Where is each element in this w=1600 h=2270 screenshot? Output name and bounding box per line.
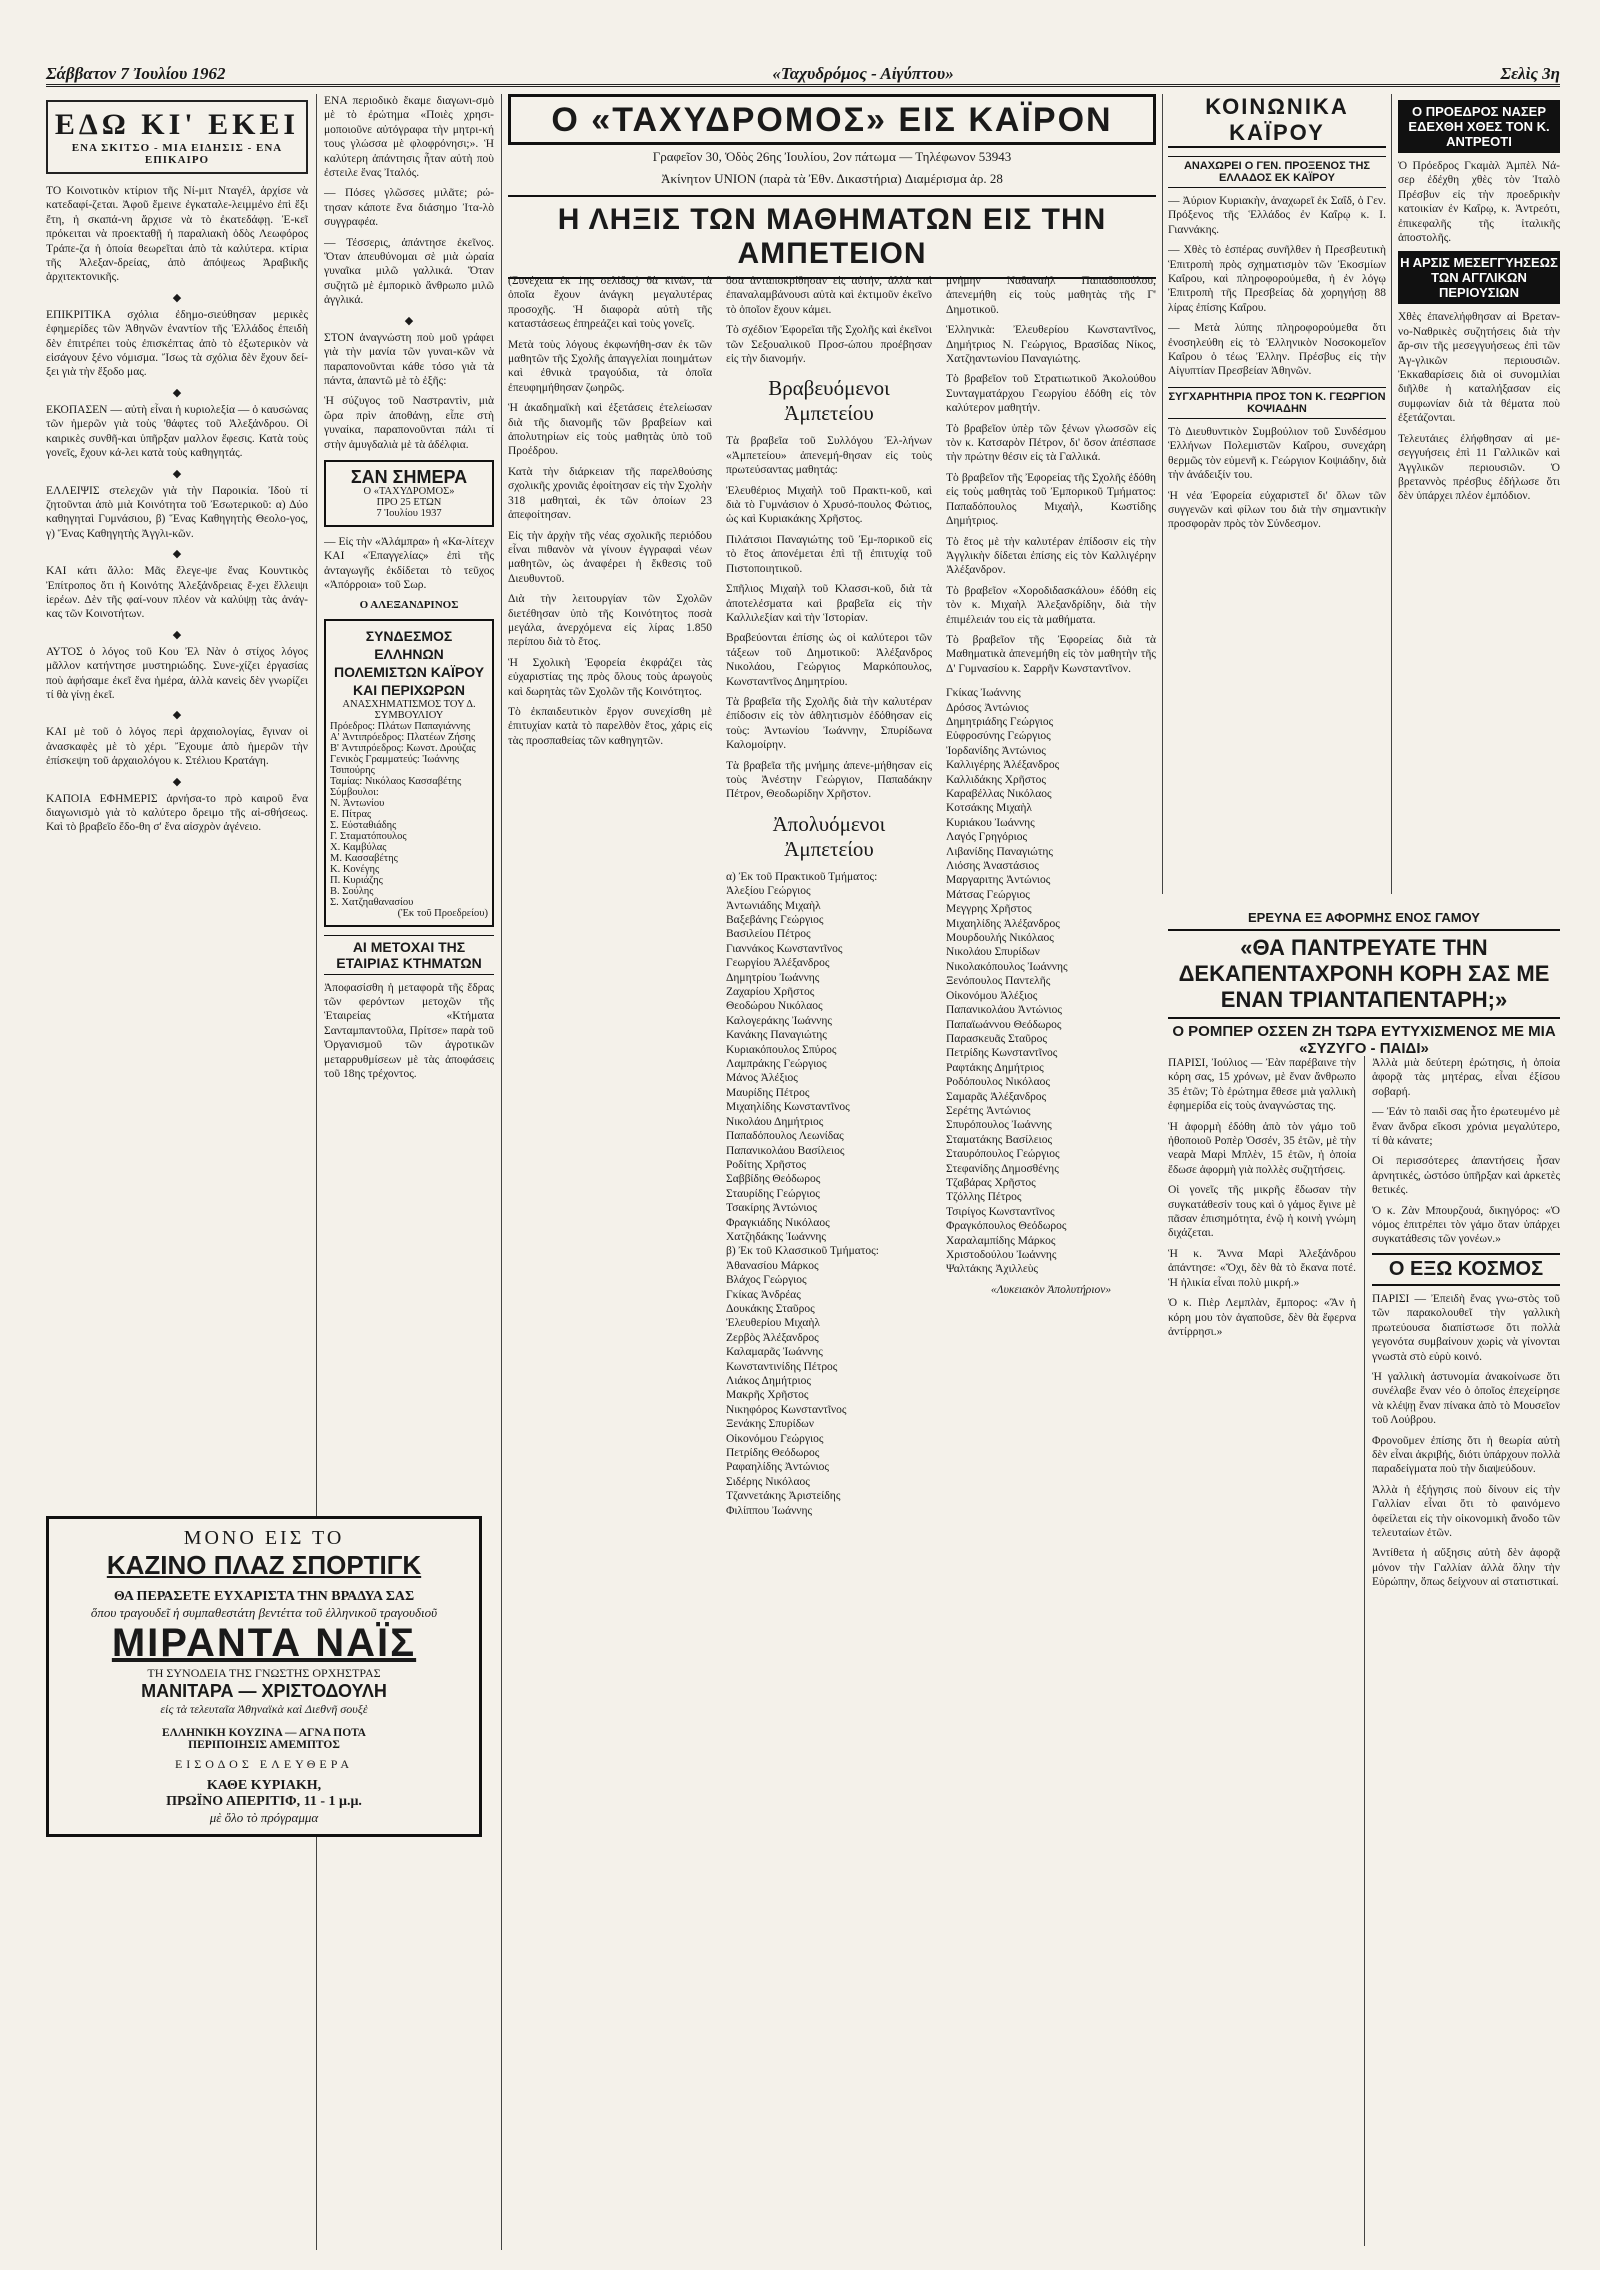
article-paragraph: Τὰ βραβεῖα τῆς μνήμης ἀπενε-μήθησαν εἰς τοὺς Ἀνέστην Γεώργιον, Παπαδάκην Πέτρον, Θεοδωρίδην Χρῆστον. bbox=[726, 759, 932, 801]
list-item: Ἐλευθερίου Μιχαὴλ bbox=[726, 1317, 820, 1330]
article-paragraph: — Ἀύριον Κυριακὴν, ἀναχωρεῖ ἐκ Σαΐδ, ὁ Γεν. Πρόξενος τῆς Ἑλλάδος ἐν Καΐρῳ κ. Ι. Γιαννάκης. bbox=[1168, 195, 1386, 236]
article-paragraph: Φρονοῦμεν ἐπίσης ὅτι ἡ θεωρία αὐτὴ δὲν εἶναι ἀκριβής, διότι ὑπάρχουν πολλὰ παραδείγματα ποὺ τὴν διαψεύδουν. bbox=[1372, 1434, 1560, 1476]
main-headline: Η ΛΗΞΙΣ ΤΩΝ ΜΑΘΗΜΑΤΩΝ ΕΙΣ ΤΗΝ ΑΜΠΕΤΕΙΟΝ bbox=[508, 195, 1156, 279]
masthead-info: Ἀκίνητον UNION (παρὰ τὰ Ἐθν. Δικαστήρια) Διαμέρισμα ἀρ. 28 bbox=[661, 171, 1003, 186]
list-item: Β' Ἀντιπρόεδρος: Κωνστ. Δρούζας bbox=[330, 742, 476, 754]
veterans-sign: (Ἐκ τοῦ Προεδρείου) bbox=[397, 907, 488, 919]
ad-venue: ΚΑΖΙΝΟ ΠΛΑΖ ΣΠΟΡΤΙΓΚ bbox=[106, 1550, 422, 1580]
list-item: Γκίκας Ἀνδρέας bbox=[726, 1288, 801, 1301]
column-rule bbox=[1391, 94, 1392, 894]
survey-columns bbox=[1168, 1056, 1560, 2246]
list-item: Παπαδόπουλος Λεωνίδας bbox=[726, 1130, 844, 1143]
article-paragraph: Ἀλλὰ ἡ ἐξήγησις ποὺ δίνουν εἰς τὴν Γαλλίαν εἶναι ὅτι τὸ φαινόμενο ὀφείλεται εἰς τὴν οἰκονομικὴ ἄνοδο τῶν τελευταίων ἐτῶν. bbox=[1372, 1483, 1560, 1539]
list-item: Μαυρίδης Πέτρος bbox=[726, 1086, 810, 1099]
list-item: Ραφαηλίδης Ἀντώνιος bbox=[726, 1461, 829, 1474]
list-item: Νικολάου Δημήτριος bbox=[726, 1115, 824, 1128]
ad-line: ΠΡΩΪΝΟ ΑΠΕΡΙΤΙΦ, 11 - 1 μ.μ. bbox=[166, 1794, 362, 1809]
eki-paragraph: ΚΑΙ κάτι ἄλλο: Μᾶς ἔλεγε-ψε ἕνας Κουντικὸς Ἐπίτροπος ὅτι ἡ Κοινότης Ἀλεξάνδρειας ἔ-χει ἕλλειψι ἱερέων. Δὲν τῆς φαί-νουν πλέον νὰ καλύψῃ τὰς ἀνάγ-κας τῶν Κοινοτήτων. bbox=[46, 565, 308, 621]
eki-paragraph: ΑΥΤΟΣ ὁ λόγος τοῦ Κου Ἐλ Νὰν ὁ στίχος λόγος μᾶλλον κατήντησε μυστηριώδης. Συνε-χίζει ἐργασίας ποὺ ἀφήσαμε ἐκεῖ ἕνα ἡμέρα, ἀλλὰ κανεὶς δὲν γνωρίζει τί θὰ γίνῃ ἐκεῖ. bbox=[46, 645, 308, 701]
list-item: Βλάχος Γεώργιος bbox=[726, 1274, 807, 1287]
header-date: Σάββατον 7 Ἰουλίου 1962 bbox=[46, 64, 226, 83]
list-item: Λιόσης Ἀναστάσιος bbox=[946, 860, 1039, 873]
list-item: Δημητριάδης Γεώργιος bbox=[946, 715, 1054, 728]
today-text: — Εἰς τὴν «Ἀλάμπρα» ἡ «Κα-λίτεχν ΚΑΙ «Ἐπαγγελίας» ἐπὶ τῆς ἀνταγωγῆς ἐκδίδεται τὸ τεῦχος «Ἀπόρροια» τοῦ Σωρ. bbox=[324, 535, 494, 592]
eki-paragraph: ΚΑΠΟΙΑ ΕΦΗΜΕΡΙΣ ἀρνήσα-το πρὸ καιροῦ ἕνα διαγωνισμὸ γιὰ τὸ καλύτερο ὄρειμο τῆς αἰ-σθήσεως. Καὶ τὸ βραβεῖο ἔδο-θη σ' ἕνα αἰσχρὸν ἀγένειο. bbox=[46, 792, 308, 834]
masthead-info: Γραφεῖον 30, Ὁδὸς 26ης Ἰουλίου, 2ον πάτωμα — Τηλέφωνον 53943 bbox=[652, 149, 1012, 164]
list-item: Α' Ἀντιπρόεδρος: Πλατέων Ζήσης bbox=[330, 731, 476, 743]
article-paragraph: Τὸ βραβεῖον τῆς Ἐφορείας διὰ τὰ Μαθηματικὰ ἀπενεμήθη εἰς τὸν μαθητὴν τῆς Δ' Γυμνασίου κ. Σαρρῆν Κωνσταντῖνον. bbox=[946, 633, 1156, 675]
eki-subtitle: ΕΝΑ ΣΚΙΤΣΟ - ΜΙΑ ΕΙΔΗΣΙΣ - ΕΝΑ ΕΠΙΚΑΙΡΟ bbox=[71, 142, 283, 166]
list-item: Στεφανίδης Δημοσθένης bbox=[946, 1162, 1059, 1175]
eki-paragraph: ΕΚΟΠΑΣΕΝ — αὐτὴ εἶναι ἡ κυριολεξία — ὁ καυσώνας τῶν ἡμερῶν γιὰ τοὺς 'θάφτες τοῦ Ἀλεξάνδρου. Οἱ καιρικὲς συνθῆ-και ὑπῆρξαν μαλλον ἔφεσις. Κατὰ τοὺς γονεῖς, ἔχουν κά-λει κατὰ τοὺς καθηγητάς. bbox=[46, 403, 308, 460]
list-item: Φραγκιάδης Νικόλαος bbox=[726, 1216, 830, 1229]
article-paragraph: Ἡ γαλλικὴ ἀστυνομία ἀνακοίνωσε ὅτι συνέλαβε ἕναν νέο ὁ ὁποῖος ἐπεχείρησε νὰ κλέψῃ ἕναν πίνακα ἀπὸ τὸ Μουσεῖον τοῦ Λούβρου. bbox=[1372, 1370, 1560, 1427]
list-item: Ζερβὸς Ἀλέξανδρος bbox=[726, 1331, 819, 1344]
cairo-masthead bbox=[508, 94, 1156, 145]
ad-line: ΠΕΡΙΠΟΙΗΣΙΣ ΑΜΕΜΠΤΟΣ bbox=[188, 1739, 340, 1751]
list-item: Β. Σούλης bbox=[330, 885, 374, 897]
article-paragraph: ΠΑΡΙΣΙ — Ἐπειδὴ ἕνας γνω-στὸς τοῦ τῶν παρακολουθεῖ τὴν γαλλικὴ πρωτεύουσα διαπίστωσε ὅτι πολλὰ γεγονότα συμβαίνουν χωρὶς νὰ γίνονται γνωστὰ στὸ εὐρὺ κοινό. bbox=[1372, 1292, 1560, 1363]
ad-band: ΜΑΝΙΤΑΡΑ — ΧΡΙΣΤΟΔΟΥΛΗ bbox=[141, 1681, 387, 1701]
list-item: Χαραλαμπίδης Μάρκος bbox=[946, 1234, 1056, 1247]
social-title: ΚΟΙΝΩΝΙΚΑ ΚΑΪΡΟΥ bbox=[1168, 94, 1386, 148]
ad-line: ΚΑΘΕ ΚΥΡΙΑΚΗ, bbox=[206, 1778, 322, 1793]
article-paragraph: — Πόσες γλῶσσες μιλᾶτε; ρώ-τησαν κάποτε ἕνα διάσημο Ἰτα-λὸ συγγραφέα. bbox=[324, 187, 494, 229]
graduates-note: «Λυκειακὸν Ἀπολυτήριον» bbox=[990, 1283, 1112, 1296]
article-paragraph: Τὸ βραβεῖον «Χοροδιδασκάλου» ἐδόθη εἰς τὸν κ. Μιχαὴλ Ἀλεξανδρίδην, διὰ τὴν ἐπιμέλειάν του εἰς τὰ μαθήματα. bbox=[946, 584, 1156, 626]
article-paragraph: Τὸ ἔτος μὲ τὴν καλυτέραν ἐπίδοσιν εἰς τὴν Ἀγγλικὴν δίδεται ἐπίσης εἰς τὸν Καλλιγέρην Ἀλέξανδρον. bbox=[946, 535, 1156, 577]
list-item: Χριστοδούλου Ἰωάννης bbox=[946, 1249, 1057, 1261]
list-item: Γενικὸς Γραμματεύς: Ἰωάννης Τσιπούρης bbox=[330, 753, 459, 776]
list-item: Γεωργίου Ἀλέξανδρος bbox=[726, 957, 830, 970]
column-rule bbox=[1162, 94, 1163, 894]
nasser-title: Ο ΠΡΟΕΔΡΟΣ ΝΑΣΕΡ ΕΔΕΧΘΗ ΧΘΕΣ ΤΟΝ Κ. ΑΝΤΡΕΟΤΙ bbox=[1398, 100, 1560, 153]
list-item: Σ. Εὐσταθιάδης bbox=[330, 819, 397, 831]
list-item: Τσιρίγος Κωνσταντῖνος bbox=[946, 1205, 1055, 1218]
list-item: Μεγγρης Χρῆστος bbox=[946, 903, 1032, 916]
list-item: Σιδέρης Νικόλαος bbox=[726, 1475, 810, 1488]
article-paragraph: Οἱ περισσότερες ἀπαντήσεις ἦσαν ἀρνητικές, ὡστόσο ὑπῆρξαν καὶ ἀρκετὲς θετικές. bbox=[1372, 1155, 1560, 1197]
cairo-section bbox=[508, 94, 1156, 2250]
article-paragraph: Ἑλληνικὰ: Ἐλευθερίου Κωνσταντῖνος, Δημήτριος Ν. Γεώργιος, Βρασίδας Νίκος, Χατζηαντωνίου Παναγιώτης. bbox=[946, 324, 1156, 366]
veterans-subtitle: ΑΝΑΣΧΗΜΑΤΙΣΜΟΣ ΤΟΥ Δ. ΣΥΜΒΟΥΛΙΟΥ bbox=[342, 698, 476, 721]
list-item: Μάτσας Γεώργιος bbox=[946, 888, 1030, 901]
ad-line: ΜΟΝΟ ΕΙΣ ΤΟ bbox=[183, 1527, 345, 1549]
list-item: Ραφτάκης Δημήτριος bbox=[946, 1061, 1044, 1074]
column-second bbox=[324, 94, 494, 2250]
list-item: Ἰορδανίδης Ἀντώνιος bbox=[946, 744, 1046, 757]
article-paragraph: Βραβεύονται ἐπίσης ὡς οἱ καλύτεροι τῶν τάξεων τοῦ Δημοτικοῦ: Ἀλέξανδρος Νικολάου, Γεώργιος Μαρκόπουλος, Κωνσταντῖνος Δημητρίου. bbox=[726, 632, 932, 688]
eki-paragraph: ΕΠΙΚΡΙΤΙΚΑ σχόλια ἐδημο-σιεύθησαν μερικὲς ἐφημερίδες τῶν Ἀθηνῶν ἐναντίον τῆς Ἑλλάδος ἐπειδὴ δὲν ἐπιτρέπει τοὺς ἐπισκέπτας ἀπὸ τὸ ἐξωτερικὸν νὰ εἰσάγουν ξένο νόμισμα. Ἴσως τὰ σχόλια δὲν ἔχουν δεί-ξει γιὰ τὴν ἔξοδο μας. bbox=[46, 308, 308, 379]
list-item: Χατζηδάκης Ἰωάννης bbox=[726, 1230, 826, 1243]
list-item: Εὐφροσύνης Γεώργιος bbox=[946, 730, 1051, 743]
article-paragraph: Μετὰ τοὺς λόγους ἐκφωνήθη-σαν ἐκ τῶν μαθητῶν τῆς Σχολῆς ἀπαγγελίαι ποιημάτων καὶ ἐθνικὰ τραγούδια, τὰ ὁποῖα ἐπευφημήθησαν ζωηρῶς. bbox=[508, 338, 712, 394]
center-col-a bbox=[508, 274, 712, 2250]
article-paragraph: Ἡ σύζυγος τοῦ Ναστραντὶν, μιὰ ὥρα πρὶν ἀποθάνῃ, εἶπε στὴ γυναίκα, παραπονοῦνται πάλι τί στὴν ἀμυγδαλιὰ μὲ τὰ ἀδέλφια. bbox=[324, 395, 494, 451]
separator: ◆ bbox=[172, 548, 182, 561]
list-item: Οἰκονόμου Γεώργιος bbox=[726, 1432, 824, 1445]
list-item: Νικηφόρος Κωνσταντῖνος bbox=[726, 1403, 847, 1416]
article-paragraph: Σπῆλιος Μιχαὴλ τοῦ Κλασσι-κοῦ, διὰ τὰ ἀποτελέσματα καὶ βραβεῖα εἰς τὴν Καλλιλεξίαν καὶ τὴν Ἱστορίαν. bbox=[726, 583, 932, 624]
list-item: Δρόσος Ἀντώνιος bbox=[946, 701, 1029, 714]
list-item: Μουρδουλής Νικόλαος bbox=[946, 932, 1054, 945]
list-item: Παπανικολάου Ἀντώνιος bbox=[946, 1004, 1062, 1017]
list-item: Καλογεράκης Ἰωάννης bbox=[726, 1014, 832, 1027]
list-item: Μακρῆς Χρῆστος bbox=[726, 1389, 809, 1402]
list-item: Ροδόπουλος Νικόλαος bbox=[946, 1076, 1050, 1089]
list-item: Ἀλεξίου Γεώργιος bbox=[726, 885, 811, 898]
article-paragraph: ΠΑΡΙΣΙ, Ἰούλιος — Ἐὰν παρέβαινε τὴν κόρη σας, 15 χρόνων, μὲ ἕναν ἄνθρωπο 35 ἐτῶν; Τὸ ἐρώτημα ἔθεσε μιὰ γαλλικὴ ἐφημερίδα εἰς τοὺς ἀναγνώστας της. bbox=[1168, 1057, 1356, 1113]
article-paragraph: Ἀντίθετα ἡ αὔξησις αὐτὴ δὲν ἀφορᾷ μόνον τὴν Γαλλίαν ἀλλὰ ὅλην τὴν Εὐρώπην, ὅπως δείχνουν αἱ στατιστικαί. bbox=[1372, 1547, 1560, 1589]
list-item: β) Ἐκ τοῦ Κλασσικοῦ Τμήματος: bbox=[726, 1245, 879, 1258]
center-columns bbox=[508, 274, 1156, 2250]
article-paragraph: Εἰς τὴν ἀρχὴν τῆς νέας σχολικῆς περιόδου εἶναι πιθανὸν νὰ γίνουν ἐγγραφαὶ νέων μαθητῶν, ὡς ἀναφέρει ἡ ἔκθεσις τοῦ Διευθυντοῦ. bbox=[508, 529, 712, 585]
column-rule bbox=[316, 94, 317, 2250]
article-paragraph: Τὸ βραβεῖον τοῦ Στρατιωτικοῦ Ἀκολούθου Συνταγματάρχου Γεωργίου ἐδόθη εἰς τὸν καλύτερον μαθητήν. bbox=[946, 373, 1156, 415]
shares-text: Ἀποφασίσθη ἡ μεταφορὰ τῆς ἕδρας τῶν φερόντων μετοχῶν τῆς Ἑταιρείας «Κτήματα Σανταμπαντοῦλα, Πρίτσε» παρὰ τοῦ Ὀργανισμοῦ τῶν ἀγροτικῶν μεταρρυθμίσεων μὲ τὰς ἀποφάσεις τοῦ 18ης τρέχοντος. bbox=[324, 981, 494, 1080]
article-paragraph: ΕΝΑ περιοδικὸ ἔκαμε διαγωνι-σμὸ μὲ τὸ ἐρώτημα «Ποιὲς χρησι-μοποιοῦνε αὐτόγραφα τὴν μητρι-κή τους γλώσσα μὲ φλοφρόνησι;». Ἡ καλύτερη ἀπάντησις ἦταν αὐτὴ ποὺ ἐστειλε ἕνας Ἰταλός. bbox=[324, 95, 494, 180]
today-years: ΠΡΟ 25 ΕΤΩΝ bbox=[376, 496, 442, 508]
list-item: Δουκάκης Σταῦρος bbox=[726, 1302, 815, 1315]
list-item: Ροδίτης Χρῆστος bbox=[726, 1158, 806, 1171]
article-paragraph: Ἡ νέα Ἐφορεία εὐχαριστεῖ δι' ὅλων τῶν συγγενῶν καὶ φίλων του διὰ τὴν σημαντικὴν προσφορὰν πρὸς τὸν Σύνδεσμον. bbox=[1168, 489, 1386, 531]
column-social bbox=[1168, 94, 1386, 894]
article-paragraph: Τὸ βραβεῖον ὑπὲρ τῶν ξένων γλωσσῶν εἰς τὸν κ. Κατσαρὸν Πέτρον, δι' ὅσον ἀπέσπασε τὴν πρώτην θέσιν εἰς τὰ Γαλλικά. bbox=[946, 422, 1156, 464]
separator: ◆ bbox=[172, 467, 182, 480]
article-paragraph: (Συνέχεια ἐκ 1ης σελίδος) θὰ κινῶν, τὰ ὁποῖα ἔχουν ἀνάγκη μεγαλυτέρας προσοχῆς. Ἡ διαφορὰ αὐτὴ τῆς καταστάσεως ἐπηρεάζει καὶ τοὺς γονεῖς. bbox=[508, 275, 712, 331]
article-paragraph: Τὸ Διευθυντικὸν Συμβούλιον τοῦ Συνδέσμου Ἑλλήνων Πολεμιστῶν Καΐρου, συνεχάρη θερμῶς τὸν εὐμενῆ κ. Γεώργιον Κοψιάδην, διὰ τὴν ἀνάδειξίν του. bbox=[1168, 425, 1386, 482]
list-item: Μαργαριτης Ἀντώνιος bbox=[946, 874, 1051, 887]
list-item: Σταυρόπουλος Γεώργιος bbox=[946, 1148, 1060, 1161]
list-item: Βασιλείου Πέτρος bbox=[726, 928, 811, 941]
list-item: Οἰκονόμου Ἀλέξιος bbox=[946, 989, 1038, 1002]
article-paragraph: — Τέσσερις, ἀπάντησε ἐκεῖνος. Ὅταν ἀπευθύνομαι σὲ μιὰ ὡραία γυναῖκα μιλῶ γαλλικά. Ὅταν συζητῶ μὲ ἐμπορικὸ ἄνθρωπο μιλῶ ἀγγλικά. bbox=[324, 236, 494, 307]
eki-title: ΕΔΩ ΚΙ' ΕΚΕΙ bbox=[54, 108, 300, 141]
article-paragraph: Διὰ τὴν λειτουργίαν τῶν Σχολῶν διετέθησαν ὑπὸ τῆς Κοινότητος ποσὰ μεγάλα, ἀνερχόμενα εἰς λίρας 1.850 περίπου διὰ τὸ ἔτος. bbox=[508, 593, 712, 649]
today-title: ΣΑΝ ΣΗΜΕΡΑ bbox=[350, 466, 468, 487]
social-sub: ΑΝΑΧΩΡΕΙ Ο ΓΕΝ. ΠΡΟΞΕΝΟΣ ΤΗΣ ΕΛΛΑΔΟΣ ΕΚ ΚΑΪΡΟΥ bbox=[1168, 156, 1386, 188]
article-paragraph: Ἐλευθέριος Μιχαὴλ τοῦ Πρακτι-κοῦ, καὶ διὰ τὸ Γυμνάσιον ὁ Χρυσό-πουλος Φώτιος, ὡς καὶ Κυριακάκης Χρῆστος. bbox=[726, 484, 932, 526]
outside-world-title: Ο ΕΞΩ ΚΟΣΜΟΣ bbox=[1372, 1253, 1560, 1286]
list-item: Νικολάου Σπυρίδων bbox=[946, 946, 1040, 959]
ad-line: ΕΙΣΟΔΟΣ ΕΛΕΥΘΕΡΑ bbox=[174, 1757, 354, 1771]
list-item: Ε. Πίτρας bbox=[330, 808, 372, 820]
list-item: Κυριάκου Ἰωάννης bbox=[946, 816, 1035, 829]
list-item: Ξενόπουλος Παντελῆς bbox=[946, 975, 1051, 988]
list-item: Καλαμαρᾶς Ἰωάννης bbox=[726, 1346, 823, 1359]
list-item: Κυριακόπουλος Σπύρος bbox=[726, 1043, 837, 1056]
survey-article bbox=[1168, 906, 1560, 2250]
article-paragraph: Ὁ Πρόεδρος Γκαμὰλ Ἀμπὲλ Νά-σερ ἐδέχθη χθὲς τὸν Ἰταλὸ Πρέσβυν εἰς τὴν προεδρικὴν κατοικίαν ἐν Καΐρῳ, κ. Ἀντρεότι, ἐπικεφαλῆς τῆς ἰταλικῆς ἀποστολῆς. bbox=[1398, 160, 1560, 245]
list-item: Ξενάκης Σπυρίδων bbox=[726, 1418, 814, 1431]
article-paragraph: ΣΤΟΝ ἀναγνώστη ποὺ μοῦ γράφει γιὰ τὴν μανία τῶν γυναι-κῶν νὰ παραπονοῦνται κάθε τόσο γιὰ τὰ πάντα, ἀπαντῶ μὲ τὸ ἑξῆς: bbox=[324, 331, 494, 387]
list-item: Σύμβουλοι: bbox=[330, 786, 379, 798]
list-item: Πετρίδης Κωνσταντῖνος bbox=[946, 1047, 1058, 1060]
ad-line: εἰς τὰ τελευταῖα Ἀθηναϊκὰ καὶ Διεθνῆ σουξὲ bbox=[160, 1702, 368, 1716]
ad-line: μὲ ὅλο τὸ πρόγραμμα bbox=[209, 1810, 319, 1825]
column-eki bbox=[46, 94, 308, 2250]
survey-headline: «ΘΑ ΠΑΝΤΡΕΥΑΤΕ ΤΗΝ ΔΕΚΑΠΕΝΤΑΧΡΟΝΗ ΚΟΡΗ ΣΑΣ ΜΕ ΕΝΑΝ ΤΡΙΑΝΤΑΠΕΝΤΑΡΗ;» bbox=[1168, 929, 1560, 1019]
list-item: Καλλιγέρης Ἀλέξανδρος bbox=[946, 759, 1060, 772]
article-paragraph: Οἱ γονεῖς τῆς μικρῆς ἔδωσαν τὴν συγκατάθεσίν τους καὶ ὁ γάμος ἔγινε μὲ πᾶσαν ἐπισημότητα, ἐνῷ ἡ κοινὴ γνώμη διχάζεται. bbox=[1168, 1184, 1356, 1240]
today-box bbox=[324, 460, 494, 527]
list-item: Μ. Κασσαβέτης bbox=[330, 852, 398, 864]
separator: ◆ bbox=[172, 386, 182, 399]
article-paragraph: Ἡ ἀφορμὴ ἐδόθη ἀπὸ τὸν γάμο τοῦ ἠθοποιοῦ Ροπὲρ Ὀσσέν, 35 ἐτῶν, μὲ τὴν νεαρὰ Μαρὶ Μπλὲν, 15 ἐτῶν, ἡ ὁποία ἔδωσε ἀφορμὴ γιὰ πολλὲς συζητήσεις. bbox=[1168, 1120, 1356, 1176]
masthead-title: Ο «ΤΑΧΥΔΡΟΜΟΣ» ΕΙΣ ΚΑΪΡΟΝ bbox=[551, 101, 1113, 139]
ad-line: ΤΗ ΣΥΝΟΔΕΙΑ ΤΗΣ ΓΝΩΣΤΗΣ ΟΡΧΗΣΤΡΑΣ bbox=[147, 1666, 381, 1680]
ad-line: ΕΛΛΗΝΙΚΗ ΚΟΥΖΙΝΑ — ΑΓΝΑ ΠΟΤΑ bbox=[161, 1727, 366, 1739]
graduates-heading: Ἀπολυόμενοι Ἀμπετείου bbox=[772, 811, 886, 861]
list-item: Λαγός Γρηγόριος bbox=[946, 831, 1027, 844]
article-paragraph: — Μετὰ λύπης πληροφορούμεθα ὅτι ἐνοσηλεύθη εἰς τὸ Ἑλληνικὸν Νοσοκομεῖον Καΐρου ὁ τέως Ἐλλην. Πρέσβυς εἰς τὴν Αἰγυπτίαν Πρεσβείαν Ἀθηνῶν. bbox=[1168, 322, 1386, 378]
separator: ◆ bbox=[172, 628, 182, 641]
list-item: Τζαβάρας Χρῆστος bbox=[946, 1176, 1036, 1189]
column-rule bbox=[1364, 1056, 1365, 2246]
list-item: Καλλιδάκης Χρῆστος bbox=[946, 773, 1046, 786]
list-item: Σ. Χατζηαθανασίου bbox=[330, 896, 414, 908]
column-nasser bbox=[1398, 94, 1560, 894]
list-item: Π. Κυριάζης bbox=[330, 874, 383, 886]
list-item: Τζαννετάκης Ἀριστείδης bbox=[726, 1490, 841, 1503]
list-item: Σερέτης Ἀντώνιος bbox=[946, 1104, 1031, 1117]
list-item: α) Ἐκ τοῦ Πρακτικοῦ Τμήματος: bbox=[726, 870, 878, 883]
list-item: Γκίκας Ἰωάννης bbox=[946, 687, 1021, 700]
sequestration-title: Η ΑΡΣΙΣ ΜΕΣΕΓΓΥΗΣΕΩΣ ΤΩΝ ΑΓΓΛΙΚΩΝ ΠΕΡΙΟΥΣΙΩΝ bbox=[1398, 251, 1560, 304]
list-item: Λιβανίδης Παναγιώτης bbox=[946, 845, 1053, 858]
article-paragraph: — Ἐάν τὸ παιδὶ σας ἦτο ἐρωτευμένο μὲ ἕναν ἄνδρα εἴκοσι χρόνια μεγαλύτερο, τί θὰ κάνατε; bbox=[1372, 1106, 1560, 1148]
list-item: Κανάκης Παναγιώτης bbox=[726, 1029, 827, 1042]
casino-ad bbox=[46, 1516, 482, 1837]
list-item: Θεοδώρου Νικόλαος bbox=[726, 1000, 823, 1013]
article-paragraph: Πιλάτσιοι Παναγιώτης τοῦ Ἐμ-πορικοῦ εἰς τὸ ἔτος ἀπονέμεται ἐπὶ τῇ ἐπιτυχίᾳ τοῦ Πιστοποιητικοῦ. bbox=[726, 533, 932, 575]
list-item: Μιχαηλίδης Κωνσταντῖνος bbox=[726, 1101, 850, 1114]
list-item: Ν. Ἀντωνίου bbox=[330, 797, 385, 809]
separator: ◆ bbox=[172, 291, 182, 304]
list-item: Τσακίρης Ἀντώνιος bbox=[726, 1202, 817, 1215]
list-item: Πετρίδης Θεόδωρος bbox=[726, 1447, 820, 1460]
graduates-list-2 bbox=[946, 686, 1156, 1277]
article-paragraph: — Χθὲς τὸ ἑσπέρας συνῆλθεν ἡ Πρεσβευτικὴ Ἑπιτροπὴ πρὸς σχηματισμὸν τῶν Ἐκοσμίων Καΐρου, καὶ πληροφορούμεθα, ἡ ἐν λόγῳ Ἐπιτροπὴ τῆς Πρεσβείας δὰ χορηγήσῃ 88 λίρας ἐπίσης Καΐρου. bbox=[1168, 244, 1386, 314]
today-date: 7 Ἰουλίου 1937 bbox=[376, 507, 442, 519]
article-paragraph: Κατὰ τὴν διάρκειαν τῆς παρελθούσης σχολικῆς χρονιᾶς ἐφοίτησαν εἰς τὴν Σχολὴν 318 μαθηταὶ, ἐκ τῶν ὁποίων 23 ἀπεφοίτησαν. bbox=[508, 465, 712, 522]
list-item: Λιάκος Δημήτριος bbox=[726, 1375, 811, 1387]
list-item: Ἀντωνιάδης Μιχαὴλ bbox=[726, 899, 821, 912]
article-paragraph: Τελευτάιες ἐλήφθησαν αἱ με-σεγγυήσεις ἐπὶ 11 Γαλλικῶν καὶ Ἀγγλικῶν περιουσιῶν. Ὁ βρεταννὸς πρέσβυς ἐδήλωσε ὅτι δὲν ὑπάρχει πλέον ἐμπόδιον. bbox=[1398, 432, 1560, 503]
article-paragraph: Τὸ βραβεῖον τῆς Ἐφορείας τῆς Σχολῆς ἐδόθη εἰς τοὺς μαθητὰς τοῦ Ἐμπορικοῦ Τμήματος: Παπαδόπουλος Μιχαὴλ, Κωστίδης Δημήτριος. bbox=[946, 471, 1156, 528]
list-item: Ψαλτάκης Ἀχιλλεὺς bbox=[946, 1263, 1038, 1276]
ad-star: ΜΙΡΑΝΤΑ ΝΑΪΣ bbox=[111, 1621, 417, 1665]
list-item: Κ. Κονέγης bbox=[330, 863, 380, 875]
survey-kicker: ΕΡΕΥΝΑ ΕΞ ΑΦΟΡΜΗΣ ΕΝΟΣ ΓΑΜΟΥ bbox=[1248, 910, 1480, 925]
list-item: Γιαννάκος Κωνσταντῖνος bbox=[726, 942, 843, 955]
list-item: Κωνσταντινίδης Πέτρος bbox=[726, 1360, 838, 1373]
article-paragraph: Ἡ Σχολικὴ Ἐφορεία ἐκφράζει τὰς εὐχαριστίας της πρὸς ὅλους τοὺς ἀρωγοὺς καὶ δωρητὰς τῶν Σχολῶν τῆς Κοινότητος. bbox=[508, 656, 712, 698]
survey-subheadline: Ο ΡΟΜΠΕΡ ΟΣΣΕΝ ΖΗ ΤΩΡΑ ΕΥΤΥΧΙΣΜΕΝΟΣ ΜΕ ΜΙΑ «ΣΥΖΥΓΟ - ΠΑΙΔΙ» bbox=[1172, 1023, 1556, 1057]
veterans-title: ΣΥΝΔΕΣΜΟΣ ΕΛΛΗΝΩΝ ΠΟΛΕΜΙΣΤΩΝ ΚΑΪΡΟΥ ΚΑΙ ΠΕΡΙΧΩΡΩΝ bbox=[333, 627, 485, 698]
page-header bbox=[46, 58, 1560, 87]
list-item: Σαββίδης Θεόδωρος bbox=[726, 1173, 821, 1186]
column-rule bbox=[501, 94, 502, 2250]
list-item: Ζαχαρίου Χρῆστος bbox=[726, 986, 815, 999]
list-item: Κοτσάκης Μιχαὴλ bbox=[946, 802, 1032, 815]
list-item: Ταμίας: Νικόλαος Κασσαβέτης bbox=[330, 775, 462, 787]
eki-paragraph: ΤΟ Κοινοτικὸν κτίριον τῆς Νί-μιτ Νταγέλ, ἀρχίσε νὰ κατεδαφί-ζεται. Ἀφοῦ ἔμεινε ἐγκαταλε-λειμμένο ἐπὶ ἕξι ἔτη, ἡ σκαπά-νη ἄρχισε νὰ τὸ ἐκατεδάφῃ. Ἐ-κεῖ πρόκειται νὰ προεκταθῇ ἡ παραλιακὴ ὁδὸς Λεωφόρος Τράπε-ζα ἡ ὁποία θεωρεῖται ἀπὸ τὰ καλύτερα. κτίρια τῆς Ἀλεξαν-δρείας, ἀπὸ ἀπόψεως Ἀραβικῆς ἀρχιτεκτονικῆς. bbox=[46, 185, 308, 284]
list-item: Ἀθανασίου Μάρκος bbox=[726, 1259, 819, 1272]
separator: ◆ bbox=[404, 314, 414, 327]
list-item: Γ. Σταματόπουλος bbox=[330, 830, 407, 842]
list-item: Σαμαρᾶς Ἀλέξανδρος bbox=[946, 1090, 1047, 1103]
list-item: Σπυρόπουλος Ἰωάννης bbox=[946, 1119, 1052, 1132]
center-col-c bbox=[946, 274, 1156, 2250]
list-item: Τζόλλης Πέτρος bbox=[946, 1191, 1022, 1204]
list-item: Βαξεβάνης Γεώργιος bbox=[726, 914, 824, 926]
list-item: Πρόεδρος: Πλάτων Παπαγιάννης bbox=[330, 720, 471, 732]
eki-header bbox=[46, 100, 308, 174]
columns bbox=[46, 94, 1560, 2250]
article-paragraph: μνήμην Ναθαναὴλ Παπαδοπούλου, ἀπενεμήθη εἰς τοὺς μαθητὰς τῆς Γ' Δημοτικοῦ. bbox=[946, 275, 1156, 316]
today-sign: Ο ΑΛΕΞΑΝΔΡΙΝΟΣ bbox=[359, 598, 459, 611]
separator: ◆ bbox=[172, 775, 182, 788]
list-item: Λαμπράκης Γεώργιος bbox=[726, 1058, 827, 1071]
list-item: Παρασκευᾶς Σταῦρος bbox=[946, 1032, 1047, 1045]
header-page: Σελὶς 3η bbox=[1500, 64, 1560, 83]
ad-line: ὅπου τραγουδεῖ ἡ συμπαθεστάτη βεντέττα τοῦ ἑλληνικοῦ τραγουδιοῦ bbox=[90, 1605, 438, 1620]
article-paragraph: Χθὲς ἐπανελήφθησαν αἱ Βρεταν-νο-Ναθρικὲς συζητήσεις διὰ τὴν ἄρ-σιν τῆς μεσεγγυήσεως ἐπὶ τῶν Ἀγ-γλικῶν περιουσιῶν. Ἐκκαθαρίσεις διὰ οἱ συνομιλίαι διῆλθε ἡ καταλήξασαν εἰς συμφωνίαν διὰ τὰ θέματα ποὺ ἐξετάζονται. bbox=[1398, 311, 1560, 425]
article-paragraph: Τὰ βραβεῖα τῆς Σχολῆς διὰ τὴν καλυτέραν ἐπίδοσιν εἰς τὸν ἀθλητισμὸν ἐδόθησαν εἰς τοὺς: Ἀντωνίου Ἰωάννην, Σπυρίδωνα Καλομοίρην. bbox=[726, 695, 932, 752]
article-paragraph: Ὁ κ. Πιὲρ Λεμπλὰν, ἔμπορος: «Ἂν ἡ κόρη μου τὸν ἀγαποῦσε, δὲν θὰ ἔφερνα ἀντίρρησι.» bbox=[1168, 1297, 1356, 1338]
list-item: Νικολακόπουλος Ἰωάννης bbox=[946, 960, 1068, 973]
list-item: Φιλίππου Ἰωάννης bbox=[726, 1504, 813, 1517]
eki-paragraph: ΕΛΛΕΙΨΙΣ στελεχῶν γιὰ τὴν Παροικία. Ἰδοὺ τί ζητοῦνται ἀπὸ μιὰ Κοινότητα τοῦ Ἐσωτερικοῦ: α) Δύο καθηγηταὶ Γυμνάσιου, β) Ἕνας Καθηγητὴς Θεολο-γος, γ) Ἕνας Καθηγητὴς Ἀγγλι-κῶν. bbox=[46, 484, 308, 540]
survey-col-left bbox=[1168, 1056, 1356, 2246]
article-paragraph: ὅσα ἀνταποκρίθησαν εἰς αὐτήν, ἀλλὰ καὶ ἐπαναλαμβάνουσι αὐτὰ καὶ ἐκτιμοῦν ἐκεῖνο τὸ ὁποῖον ἔχουν κάμει. bbox=[726, 275, 932, 316]
eki-paragraph: ΚΑΙ μὲ τοῦ ὁ λόγος περὶ ἀρχαιολογίας, ἔγιναν οἱ ἀνασκαφὲς μὲ τὸ χέρι. Ἔχουμε ἀπὸ ἡμερῶν τὴν ἐπίσκεψη τοῦ ἀρχαιολόγου κ. Στέλιου Κρατάγη. bbox=[46, 726, 308, 768]
separator: ◆ bbox=[172, 709, 182, 722]
list-item: Μάνος Ἀλέξιος bbox=[726, 1072, 798, 1085]
list-item: Μιχαηλίδης Ἀλέξανδρος bbox=[946, 917, 1060, 930]
veterans-box bbox=[324, 619, 494, 927]
list-item: Παπανικολάου Βασίλειος bbox=[726, 1144, 845, 1157]
article-paragraph: Ἡ ἀκαδημαϊκὴ καὶ ἐξετάσεις ἐτελείωσαν διὰ τῆς διανομῆς τῶν βραβείων καὶ ἀπολυτηρίων εἰς τοὺς μαθητὰς ὑπὸ τοῦ Προέδρου. bbox=[508, 402, 712, 458]
ad-line: ΘΑ ΠΕΡΑΣΕΤΕ ΕΥΧΑΡΙΣΤΑ ΤΗΝ ΒΡΑΔΥΑ ΣΑΣ bbox=[113, 1589, 415, 1604]
list-item: Παπαϊωάννου Θεόδωρος bbox=[946, 1018, 1062, 1031]
veterans-list bbox=[330, 721, 488, 908]
article-paragraph: Τὰ βραβεῖα τοῦ Συλλόγου Ἐλ-λήνων «Ἀμπετείου» ἀπενεμή-θησαν εἰς τοὺς πρωτεύσαντας μαθητάς: bbox=[726, 435, 932, 477]
awardees-heading: Βραβευόμενοι Ἀμπετείου bbox=[768, 376, 890, 426]
thanks-title: ΣΥΓΧΑΡΗΤΗΡΙΑ ΠΡΟΣ ΤΟΝ Κ. ΓΕΩΡΓΙΟΝ ΚΟΨΙΑΔΗΝ bbox=[1168, 387, 1386, 419]
article-paragraph: Ὁ κ. Ζὰν Μπουρζουά, δικηγόρος: «Ὁ νόμος ἐπιτρέπει τὸν γάμο ὅταν ὑπάρχει συγκατάθεσις τῶν γονέων.» bbox=[1372, 1204, 1560, 1246]
article-paragraph: Ἡ κ. Ἄννα Μαρὶ Ἀλεξάνδρου ἀπάντησε: «Ὄχι, δὲν θὰ τὸ ἔκανα ποτέ. Ἡ ἡλικία εἶναι πολὺ μικρή.» bbox=[1168, 1247, 1356, 1289]
article-paragraph: Τὸ σχέδιον Ἐφορεῖαι τῆς Σχολῆς καὶ ἐκεῖνοι τῶν Σεξουαλικοῦ Προσ-ώπου προέβησαν εἰς τὴν διανομήν. bbox=[726, 324, 932, 366]
list-item: Σταματάκης Βασίλειος bbox=[946, 1133, 1052, 1146]
list-item: Φραγκόπουλος Θεόδωρος bbox=[946, 1220, 1067, 1233]
today-sub: Ο «ΤΑΧΥΔΡΟΜΟΣ» bbox=[363, 485, 455, 497]
center-col-b bbox=[726, 274, 932, 2250]
shares-title: ΑΙ ΜΕΤΟΧΑΙ ΤΗΣ ΕΤΑΙΡΙΑΣ ΚΤΗΜΑΤΩΝ bbox=[324, 935, 494, 975]
list-item: Δημητρίου Ἰωάννης bbox=[726, 971, 820, 984]
article-paragraph: Τὸ ἐκπαιδευτικὸν ἔργον συνεχίσθη μὲ ἐπιτυχίαν κατὰ τὸ παρελθὸν ἔτος, χάρις εἰς τὰς προσπαθείας τῶν καθηγητῶν. bbox=[508, 705, 712, 747]
survey-col-right bbox=[1372, 1056, 1560, 2246]
graduates-list bbox=[726, 870, 932, 1518]
article-paragraph: Ἀλλὰ μιὰ δεύτερη ἐρώτησις, ἡ ὁποία ἀφορᾷ τὰς μητέρας, εἶναι ἐξίσου σοβαρή. bbox=[1372, 1057, 1560, 1098]
list-item: Χ. Καμβύλας bbox=[330, 841, 387, 853]
list-item: Καραβέλλας Νικόλαος bbox=[946, 788, 1052, 800]
header-paper: «Ταχυδρόμος - Αἰγύπτου» bbox=[772, 64, 954, 83]
list-item: Σταυρίδης Γεώργιος bbox=[726, 1187, 820, 1200]
